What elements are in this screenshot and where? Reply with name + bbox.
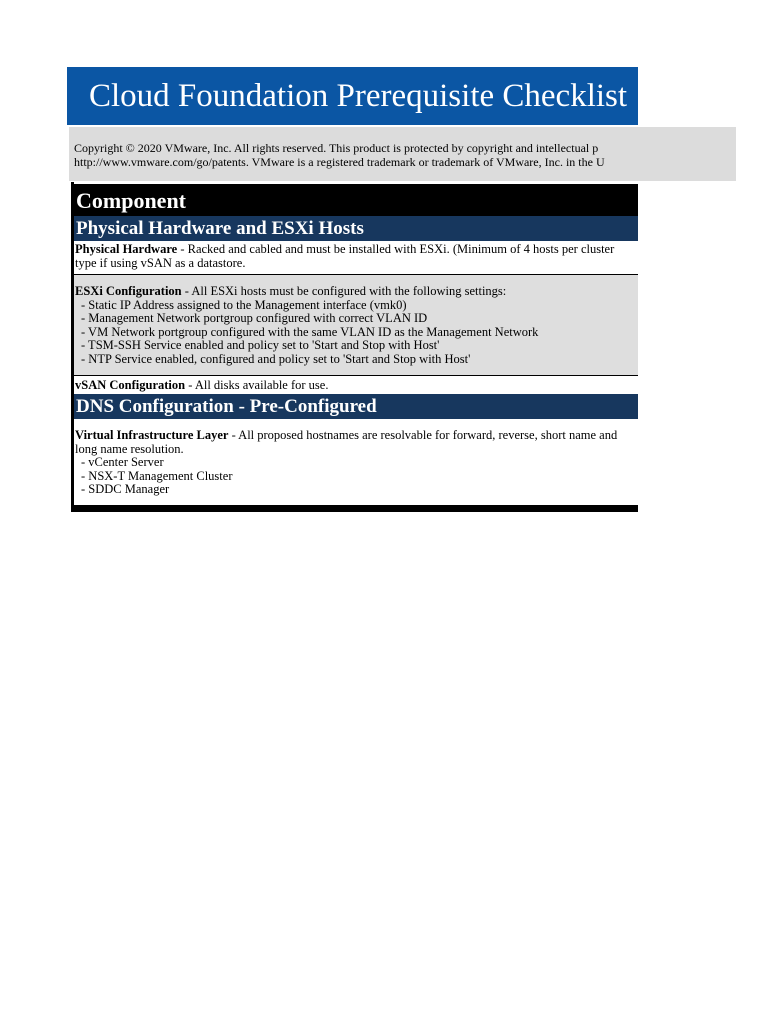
- row-text: - All disks available for use.: [185, 378, 329, 392]
- section-header-dns-configuration: [74, 394, 638, 419]
- page-title: Cloud Foundation Prerequisite Checklist: [89, 78, 628, 114]
- row-text: - Racked and cabled and must be installed with ESXi. (Minimum of 4 hosts per cluster: [177, 243, 615, 256]
- row-label: Virtual Infrastructure Layer: [75, 428, 229, 442]
- row-continuation: long name resolution.: [75, 441, 184, 456]
- copyright-line-2: http://www.vmware.com/go/patents. VMware is a registered trademark or trademark of VMware, Inc. in the U: [74, 155, 605, 169]
- row-label: Physical Hardware: [75, 243, 178, 256]
- row-continuation: type if using vSAN as a datastore.: [75, 255, 246, 270]
- section-title: Physical Hardware and ESXi Hosts: [76, 218, 364, 239]
- row-label: vSAN Configuration: [75, 378, 186, 392]
- row-esxi-configuration: [74, 275, 638, 375]
- title-bar: [67, 67, 638, 125]
- column-header: [74, 184, 638, 216]
- list-item: - Static IP Address assigned to the Management interface (vmk0): [81, 297, 407, 312]
- list-item: - NTP Service enabled, configured and policy set to 'Start and Stop with Host': [81, 351, 471, 366]
- list-item: - TSM-SSH Service enabled and policy set to 'Start and Stop with Host': [81, 338, 440, 352]
- checklist-table: [71, 182, 638, 512]
- row-label: ESXi Configuration: [75, 284, 182, 298]
- row-text: - All proposed hostnames are resolvable for forward, reverse, short name and: [228, 428, 618, 442]
- list-item: - VM Network portgroup configured with the same VLAN ID as the Management Network: [81, 324, 539, 339]
- section-title: DNS Configuration - Pre-Configured: [76, 396, 377, 417]
- table-bottom-border: [74, 505, 638, 512]
- row-line: [75, 285, 638, 299]
- copyright-notice: [69, 127, 736, 181]
- copyright-line-1: Copyright © 2020 VMware, Inc. All rights reserved. This product is protected by copyright and intellectual p: [74, 141, 599, 155]
- row-line: [75, 379, 638, 393]
- row-line: [75, 243, 638, 257]
- list-item: - vCenter Server: [81, 455, 164, 469]
- row-line: [75, 429, 638, 443]
- section-header-physical-hardware: [74, 216, 638, 241]
- list-item: - Management Network portgroup configured with correct VLAN ID: [81, 311, 428, 325]
- row-text: - All ESXi hosts must be configured with the following settings:: [181, 284, 507, 298]
- row-physical-hardware: [74, 243, 638, 275]
- row-virtual-infrastructure-layer: [74, 421, 638, 505]
- row-vsan-configuration: [74, 376, 638, 394]
- list-item: - NSX-T Management Cluster: [81, 468, 233, 483]
- list-item: - SDDC Manager: [81, 482, 170, 496]
- column-header-label: Component: [76, 188, 187, 213]
